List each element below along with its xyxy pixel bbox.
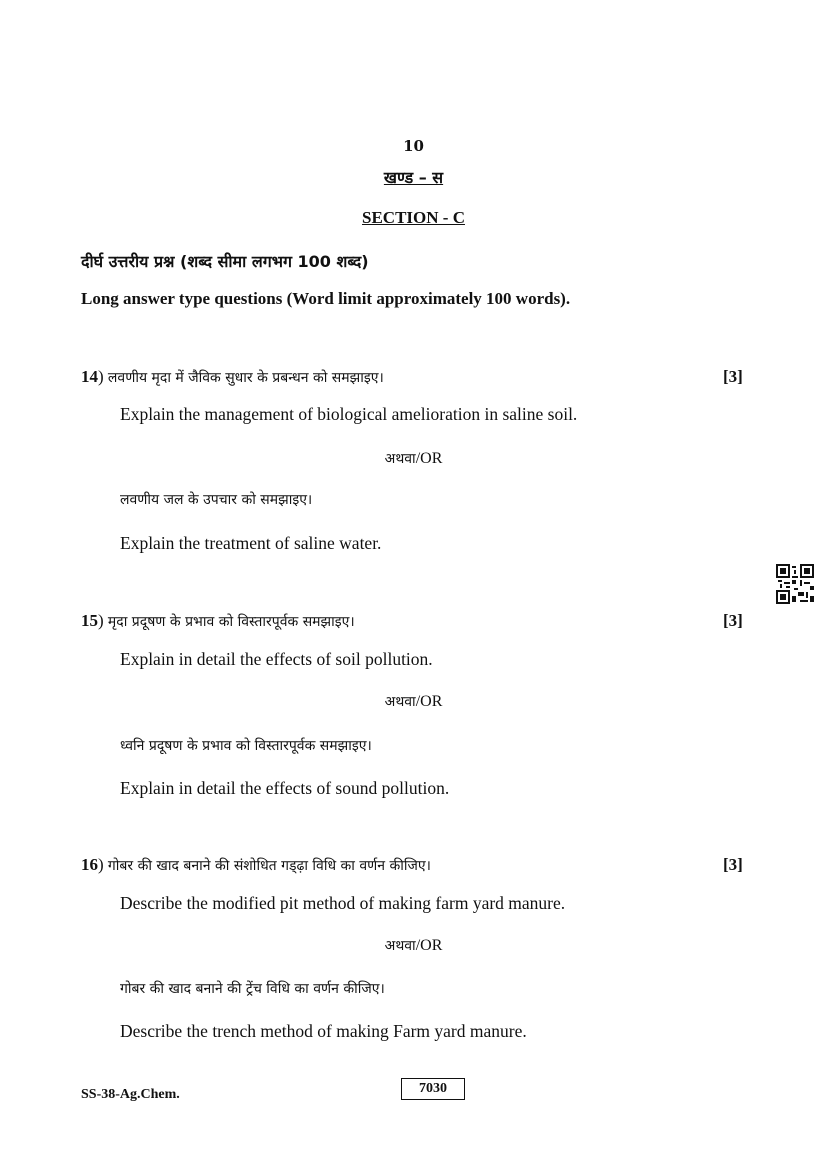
question-paren: ) (98, 855, 104, 874)
question-14-heading (81, 367, 384, 387)
question-16-marks: [3] (723, 855, 743, 874)
question-16-heading (81, 855, 431, 875)
or-english: /OR (415, 450, 443, 467)
question-14-alt-hindi: लवणीय जल के उपचार को समझाइए। (120, 492, 313, 508)
or-hindi: अथवा (384, 938, 416, 954)
question-15-or (0, 692, 827, 711)
question-14-english: Explain the management of biological amelioration in saline soil. (120, 404, 578, 424)
question-number: 14 (81, 367, 98, 386)
question-hindi: गोबर की खाद बनाने की संशोधित गड्ढ़ा विधि का वर्णन कीजिए। (107, 858, 431, 874)
qr-code-icon (776, 564, 814, 604)
question-paren: ) (98, 367, 104, 386)
instruction-hindi: दीर्घ उत्तरीय प्रश्न (शब्द सीमा लगभग 100 शब्द) (81, 252, 369, 271)
question-15-heading (81, 611, 355, 631)
question-16-alt-hindi: गोबर की खाद बनाने की ट्रेंच विधि का वर्णन कीजिए। (120, 981, 385, 997)
or-hindi: अथवा (384, 694, 416, 710)
question-16-or (0, 936, 827, 955)
question-number: 16 (81, 855, 98, 874)
or-hindi: अथवा (384, 451, 416, 467)
page-number: 10 (403, 137, 424, 155)
instruction-english: Long answer type questions (Word limit approximately 100 words). (81, 289, 571, 308)
or-english: /OR (415, 937, 443, 954)
section-title: SECTION - C (362, 208, 465, 227)
question-15-english: Explain in detail the effects of soil pollution. (120, 649, 433, 669)
question-hindi: लवणीय मृदा में जैविक सुधार के प्रबन्धन को समझाइए। (107, 370, 384, 386)
question-16-alt-english: Describe the trench method of making Farm yard manure. (120, 1021, 527, 1041)
question-14-alt-english: Explain the treatment of saline water. (120, 533, 382, 553)
question-15-marks: [3] (723, 611, 743, 630)
khand-title: खण्ड – स (383, 168, 444, 187)
question-16-english: Describe the modified pit method of making farm yard manure. (120, 893, 566, 913)
question-hindi: मृदा प्रदूषण के प्रभाव को विस्तारपूर्वक समझाइए। (107, 614, 355, 630)
question-paren: ) (98, 611, 104, 630)
question-15-alt-english: Explain in detail the effects of sound pollution. (120, 778, 450, 798)
question-15-alt-hindi: ध्वनि प्रदूषण के प्रभाव को विस्तारपूर्वक समझाइए। (120, 738, 372, 754)
question-number: 15 (81, 611, 98, 630)
footer-paper-id: 7030 (401, 1078, 465, 1100)
or-english: /OR (415, 693, 443, 710)
question-14-or (0, 449, 827, 468)
question-14-marks: [3] (723, 367, 743, 386)
footer-subject-code: SS-38-Ag.Chem. (81, 1087, 180, 1102)
